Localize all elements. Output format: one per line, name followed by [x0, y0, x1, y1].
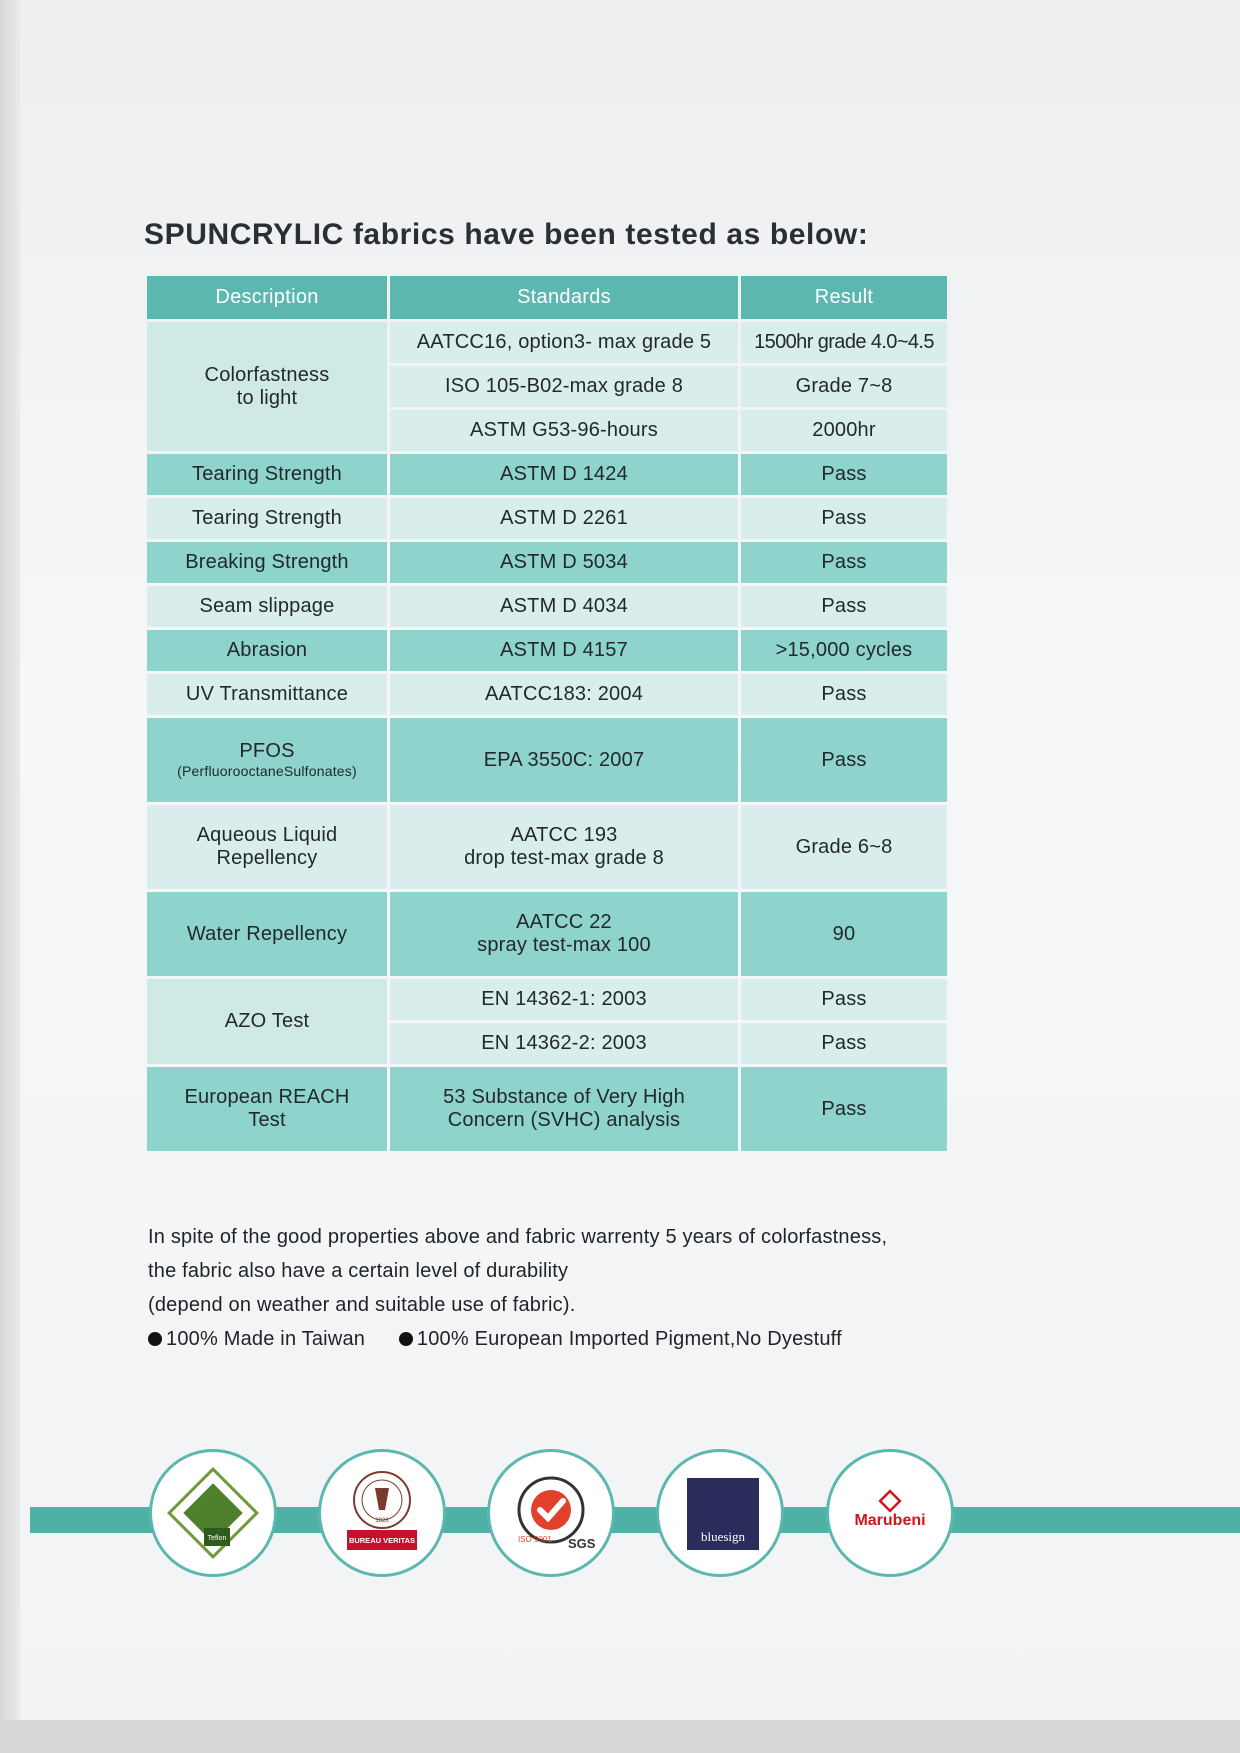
bluesign-text: bluesign	[700, 1529, 746, 1544]
cell-standard: ASTM D 2261	[390, 498, 738, 539]
bullet-icon	[148, 1332, 162, 1346]
cell-standard: AATCC16, option3- max grade 5	[390, 322, 738, 363]
cell-standard: EPA 3550C: 2007	[390, 718, 738, 802]
iso-9001-text: ISO 9001	[518, 1535, 552, 1544]
cell-description: UV Transmittance	[147, 674, 387, 715]
standard-line: 53 Substance of Very High	[443, 1086, 685, 1108]
header-standards: Standards	[390, 276, 738, 319]
cell-description	[147, 1067, 387, 1151]
cell-description	[147, 718, 387, 802]
standard-line: drop test-max grade 8	[464, 847, 664, 869]
cell-description: Breaking Strength	[147, 542, 387, 583]
cell-result: 2000hr	[741, 410, 947, 451]
cell-standard: ASTM D 1424	[390, 454, 738, 495]
cell-standard	[390, 805, 738, 889]
table-row	[147, 542, 947, 583]
cell-result: Pass	[741, 1023, 947, 1064]
standard-line: AATCC 193	[510, 824, 618, 846]
bullet-text: 100% Made in Taiwan	[166, 1328, 366, 1350]
cell-result: Pass	[741, 542, 947, 583]
cell-standard	[390, 892, 738, 976]
table-header-row	[147, 276, 947, 319]
bullet-item	[399, 1322, 842, 1356]
sgs-text: SGS	[568, 1536, 596, 1551]
cell-result: Pass	[741, 586, 947, 627]
marubeni-badge	[826, 1449, 954, 1577]
header-description: Description	[147, 276, 387, 319]
description-line: Repellency	[216, 847, 318, 869]
header-result: Result	[741, 276, 947, 319]
scan-bottom-band	[0, 1720, 1240, 1753]
bluesign-icon	[665, 1458, 775, 1568]
table-row	[147, 322, 947, 363]
bluesign-badge	[656, 1449, 784, 1577]
cell-result: Pass	[741, 454, 947, 495]
bureau-veritas-icon	[327, 1458, 437, 1568]
bureau-veritas-badge	[318, 1449, 446, 1577]
cell-standard: ASTM D 5034	[390, 542, 738, 583]
table-row	[147, 1067, 947, 1151]
cell-result: Pass	[741, 1067, 947, 1151]
cell-description: Water Repellency	[147, 892, 387, 976]
sgs-check-icon	[496, 1458, 606, 1568]
table-row	[147, 892, 947, 976]
cell-standard	[390, 1067, 738, 1151]
page-edge-shadow	[0, 0, 22, 1753]
cell-description: Seam slippage	[147, 586, 387, 627]
cell-result: Grade 6~8	[741, 805, 947, 889]
page-title: SPUNCRYLIC fabrics have been tested as below:	[144, 218, 869, 251]
description-subtext: (PerfluorooctaneSulfonates)	[177, 763, 357, 779]
marubeni-text: Marubeni	[854, 1512, 926, 1529]
cell-standard: AATCC183: 2004	[390, 674, 738, 715]
cell-description: Abrasion	[147, 630, 387, 671]
bullet-text: 100% European Imported Pigment,No Dyestuff	[416, 1328, 842, 1350]
bureau-veritas-text: BUREAU VERITAS	[348, 1536, 416, 1545]
description-line: to light	[236, 386, 298, 409]
cell-result: Pass	[741, 498, 947, 539]
description-line: Aqueous Liquid	[196, 824, 338, 846]
table-row	[147, 586, 947, 627]
bullet-icon	[399, 1332, 413, 1346]
cell-result: Pass	[741, 674, 947, 715]
cell-result: Pass	[741, 979, 947, 1020]
standard-line: spray test-max 100	[477, 934, 651, 956]
notes-block	[148, 1220, 1048, 1356]
cell-result: 1500hr grade 4.0~4.5	[741, 322, 947, 363]
description-line: European REACH	[184, 1086, 350, 1108]
cell-result: Pass	[741, 718, 947, 802]
note-line: the fabric also have a certain level of durability	[148, 1260, 569, 1282]
standard-line: AATCC 22	[516, 911, 612, 933]
description-line: Test	[248, 1109, 286, 1131]
table-row	[147, 630, 947, 671]
feature-bullets	[148, 1322, 1048, 1356]
table-row	[147, 805, 947, 889]
table-row	[147, 454, 947, 495]
cell-standard: EN 14362-2: 2003	[390, 1023, 738, 1064]
standard-line: Concern (SVHC) analysis	[447, 1109, 681, 1131]
cell-standard: ISO 105-B02-max grade 8	[390, 366, 738, 407]
table-row	[147, 979, 947, 1020]
table-row	[147, 674, 947, 715]
cell-standard: ASTM G53-96-hours	[390, 410, 738, 451]
cell-standard: EN 14362-1: 2003	[390, 979, 738, 1020]
description-line: Colorfastness	[204, 363, 330, 386]
cell-result: Grade 7~8	[741, 366, 947, 407]
cell-result: >15,000 cycles	[741, 630, 947, 671]
cell-description	[147, 322, 387, 451]
cell-description: Tearing Strength	[147, 498, 387, 539]
table-row	[147, 498, 947, 539]
teflon-logo-text: Teflon	[207, 1535, 227, 1542]
teflon-shield-badge	[149, 1449, 277, 1577]
cell-standard: ASTM D 4034	[390, 586, 738, 627]
note-line: In spite of the good properties above and fabric warrenty 5 years of colorfastness,	[148, 1226, 888, 1248]
note-line: (depend on weather and suitable use of fabric).	[148, 1294, 576, 1316]
cell-result: 90	[741, 892, 947, 976]
teflon-shield-icon	[158, 1458, 268, 1568]
description-line: PFOS	[239, 740, 295, 762]
test-results-table	[144, 273, 950, 1154]
cell-standard: ASTM D 4157	[390, 630, 738, 671]
bullet-item	[148, 1322, 365, 1356]
bureau-veritas-year: 1828	[375, 1518, 389, 1524]
sgs-iso-badge	[487, 1449, 615, 1577]
cell-description: AZO Test	[147, 979, 387, 1064]
table-row	[147, 718, 947, 802]
marubeni-icon	[835, 1458, 945, 1568]
cell-description	[147, 805, 387, 889]
cell-description: Tearing Strength	[147, 454, 387, 495]
